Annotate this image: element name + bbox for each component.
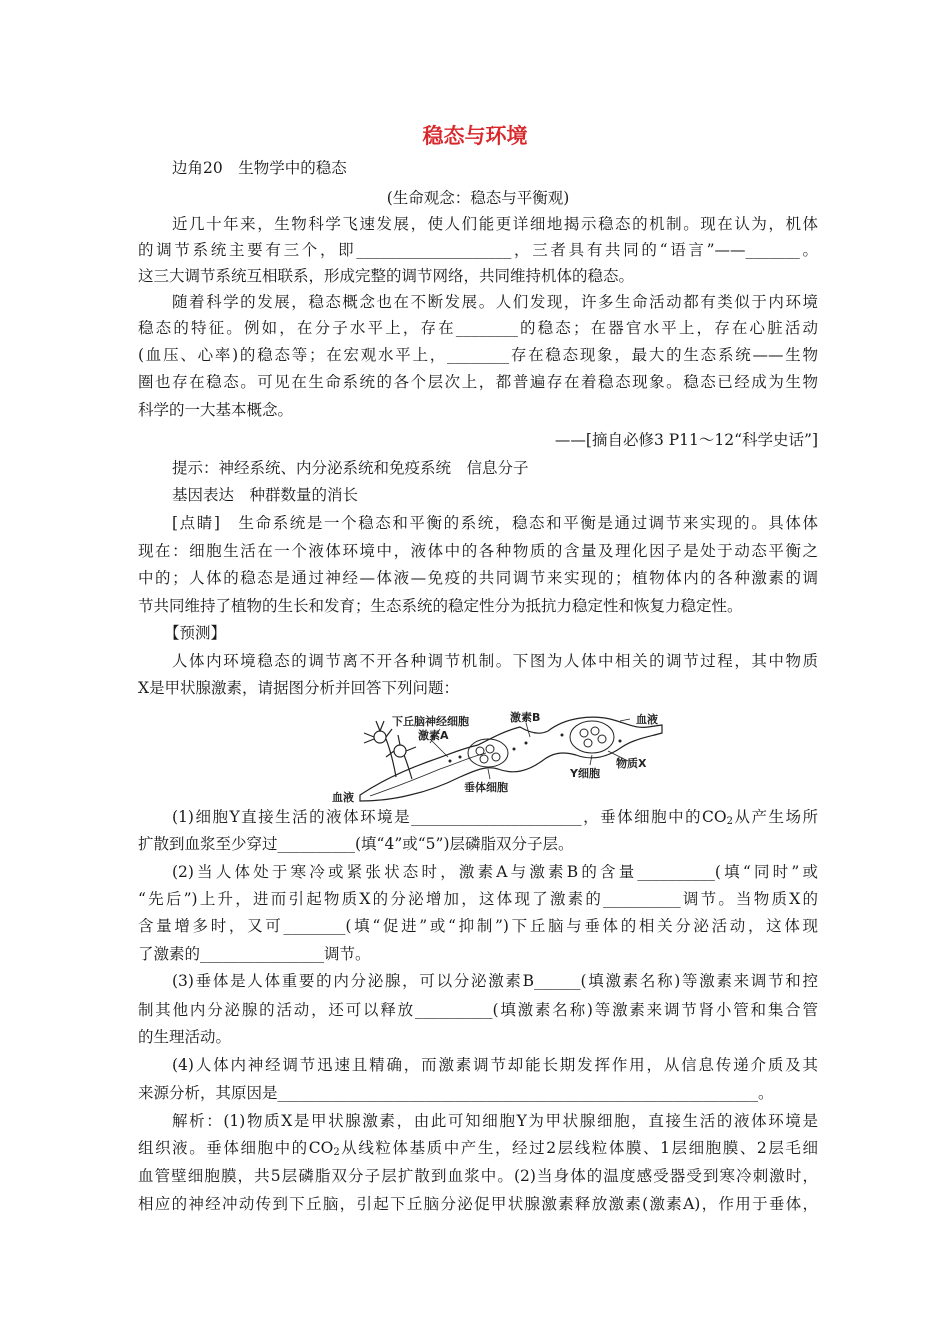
analysis-text-a: 组织液。垂体细胞中的CO (138, 1139, 334, 1157)
analysis-line (138, 1137, 818, 1164)
para2-line: 稳态的特征。例如，在分子水平上，存在________的稳态；在器官水平上，存在心脏活动 (138, 319, 818, 337)
q2-line: “先后”)上升，进而引起物质X的分泌增加，这体现了激素的__________调节。当物质X的 (138, 890, 818, 908)
q4-line: 来源分析，其原因是______________________________________________________________。 (138, 1084, 774, 1102)
page-title: 稳态与环境 (422, 124, 528, 148)
para2-line: 圈也存在稳态。可见在生命系统的各个层次上，都普遍存在着稳态现象。稳态已经成为生物 (138, 373, 818, 391)
para2-line: 随着科学的发展，稳态概念也在不断发展。人们发现，许多生命活动都有类似于内环境 (172, 293, 818, 311)
para1-line: 的调节系统主要有三个，即____________________，三者具有共同的“语言”——_______。 (138, 241, 818, 259)
label-substance-x: 物质X (616, 757, 647, 770)
predict-heading: 【预测】 (164, 624, 227, 642)
q1-line: 扩散到血浆至少穿过__________(填“4”或“5”)层磷脂双分子层。 (138, 835, 574, 853)
analysis-line: 相应的神经冲动传到下丘脑，引起下丘脑分泌促甲状腺激素释放激素(激素A)，作用于垂体， (138, 1195, 818, 1213)
label-hormone-a: 激素A (418, 729, 449, 742)
para2-line: 科学的一大基本概念。 (138, 401, 294, 419)
analysis-line: 血管壁细胞膜，共5层磷脂双分子层扩散到血浆中。(2)当身体的温度感受器受到寒冷刺激时， (138, 1167, 818, 1185)
analysis-line: 解析：(1)物质X是甲状腺激素，由此可知细胞Y为甲状腺细胞，直接生活的液体环境是 (172, 1112, 818, 1130)
regulation-diagram (330, 709, 680, 803)
section-subtitle: (生命观念：稳态与平衡观) (386, 189, 570, 207)
q1-text-b: 从产生场所 (733, 808, 818, 826)
section-heading: 边角20 生物学中的稳态 (172, 159, 347, 177)
analysis-subscript: 2 (333, 1147, 340, 1158)
label-blood-left: 血液 (332, 791, 354, 803)
analysis-text-b: 从线粒体基质中产生，经过2层线粒体膜、1层细胞膜、2层毛细 (339, 1139, 818, 1157)
q2-line: (2)当人体处于寒冷或紧张状态时，激素A与激素B的含量__________(填“同时”或 (172, 863, 818, 881)
dianjing-line: 中的；人体的稳态是通过神经—体液—免疫的共同调节来实现的；植物体内的各种激素的调 (138, 569, 818, 587)
dianjing-line: 现在：细胞生活在一个液体环境中，液体中的各种物质的含量及理化因子是处于动态平衡之 (138, 542, 818, 560)
q3-line: 的生理活动。 (138, 1028, 232, 1046)
q1-subscript: 2 (726, 816, 734, 827)
neuron-group (364, 721, 416, 779)
para1-line: 这三大调节系统互相联系，形成完整的调节网络，共同维持机体的稳态。 (138, 267, 635, 285)
hint-line: 提示：神经系统、内分泌系统和免疫系统 信息分子 (172, 459, 529, 477)
q3-line: 制其他内分泌腺的活动，还可以释放__________(填激素名称)等激素来调节肾小管和集合管 (138, 1001, 818, 1019)
intro-line: 人体内环境稳态的调节离不开各种调节机制。下图为人体中相关的调节过程，其中物质 (172, 652, 818, 670)
label-hormone-b: 激素B (510, 711, 541, 724)
dianjing-line: 节共同维持了植物的生长和发育；生态系统的稳定性分为抵抗力稳定性和恢复力稳定性。 (138, 597, 743, 615)
q3-line: (3)垂体是人体重要的内分泌腺，可以分泌激素B______(填激素名称)等激素来调节和控 (172, 972, 818, 990)
q2-line: 了激素的________________调节。 (138, 945, 371, 963)
intro-line: X是甲状腺激素，请据图分析并回答下列问题： (138, 679, 460, 697)
label-blood-right: 血液 (636, 713, 658, 726)
label-pituitary: 垂体细胞 (464, 781, 508, 794)
para1-line: 近几十年来，生物科学飞速发展，使人们能更详细地揭示稳态的机制。现在认为，机体 (172, 215, 818, 233)
source-citation: ——[摘自必修3 P11～12“科学史话”] (554, 431, 818, 449)
pituitary-cells (468, 739, 508, 767)
leader-lines (430, 719, 630, 779)
dianjing-line: [点睛] 生命系统是一个稳态和平衡的系统，稳态和平衡是通过调节来实现的。具体体 (172, 514, 818, 532)
q1-line (172, 806, 818, 833)
para2-line: (血压、心率)的稳态等；在宏观水平上，________存在稳态现象，最大的生态系统——生物 (138, 346, 818, 364)
q1-text-a: (1)细胞Y直接生活的液体环境是______________________，垂体细胞中的CO (172, 808, 727, 826)
q2-line: 含量增多时，又可________(填“促进”或“抑制”)下丘脑与垂体的相关分泌活动，这体现 (138, 917, 818, 935)
y-cells (570, 721, 614, 753)
label-hypothalamus: 下丘脑神经细胞 (392, 715, 469, 728)
hint-line: 基因表达 种群数量的消长 (172, 486, 359, 504)
q4-line: (4)人体内神经调节迅速且精确，而激素调节却能长期发挥作用，从信息传递介质及其 (172, 1056, 818, 1074)
label-y-cell: Y细胞 (570, 767, 600, 780)
